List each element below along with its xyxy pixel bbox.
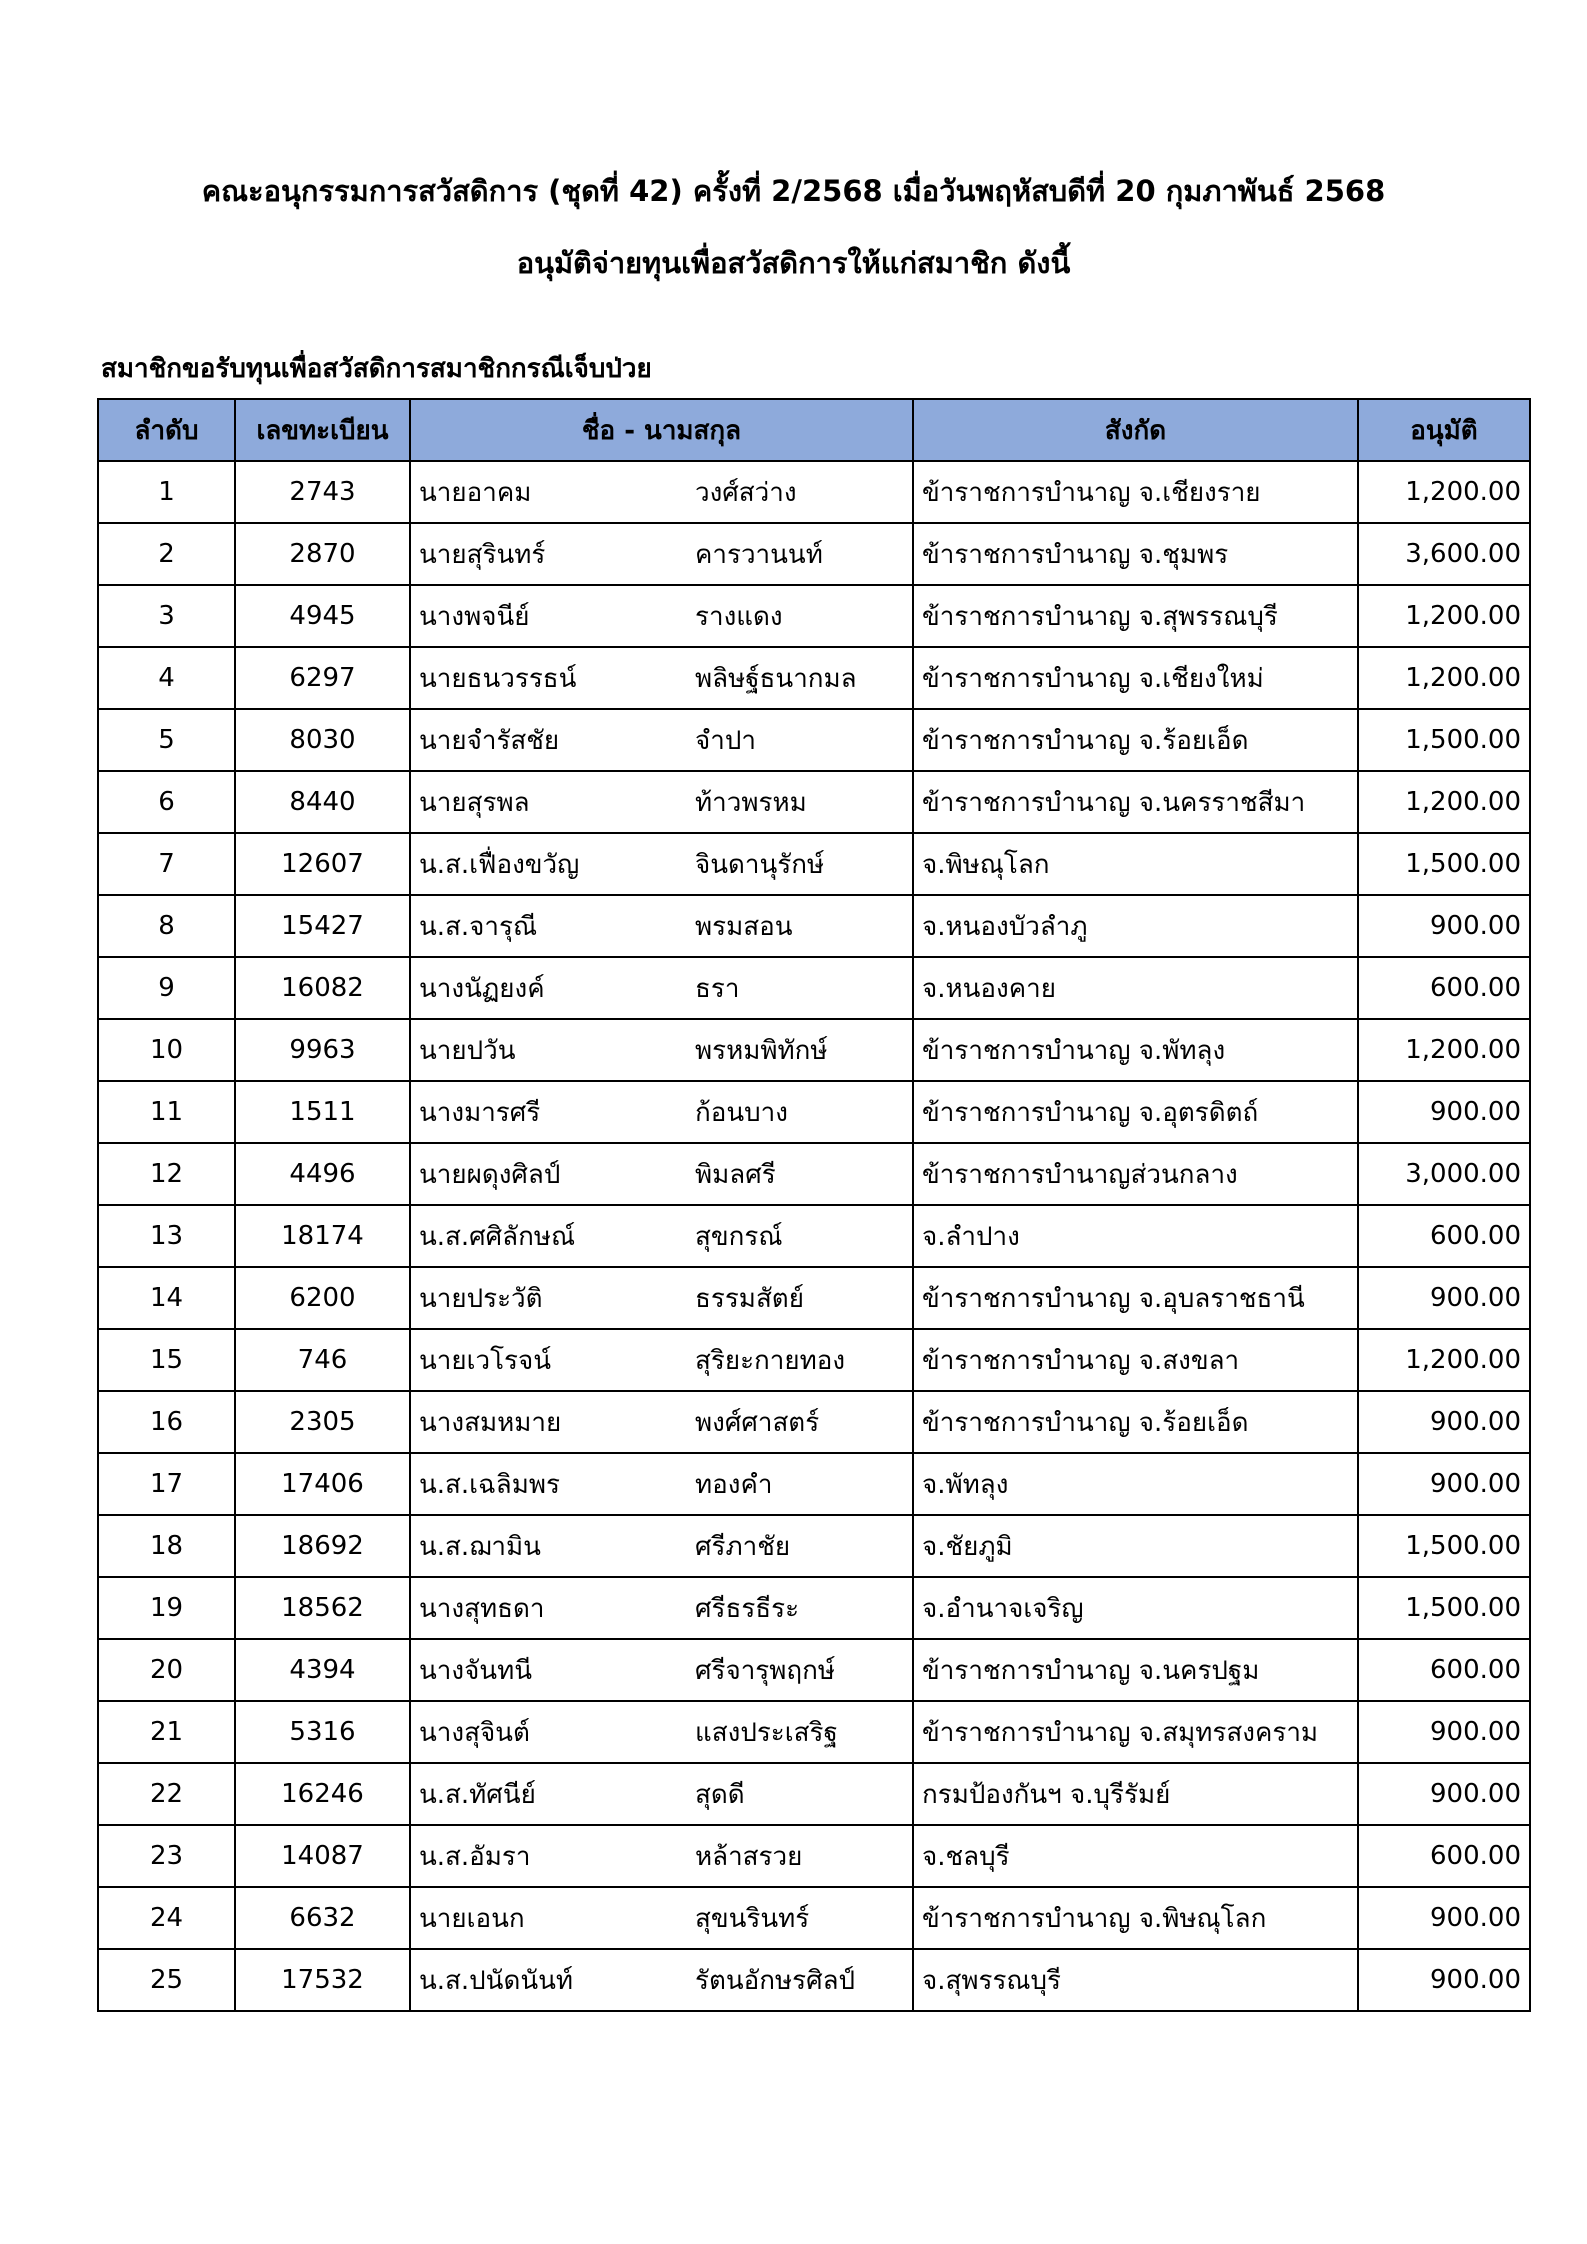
cell-order: 17 — [98, 1453, 235, 1515]
cell-amount: 900.00 — [1358, 1267, 1530, 1329]
table-row — [98, 957, 1530, 1019]
cell-last-name: พรมสอน — [687, 895, 913, 957]
cell-affiliation: ข้าราชการบำนาญ จ.ร้อยเอ็ด — [913, 709, 1358, 771]
table-row — [98, 461, 1530, 523]
cell-amount: 3,600.00 — [1358, 523, 1530, 585]
cell-first-name: น.ส.จารุณี — [410, 895, 687, 957]
cell-reg-no: 4496 — [235, 1143, 410, 1205]
cell-first-name: นางพจนีย์ — [410, 585, 687, 647]
cell-last-name: สุขกรณ์ — [687, 1205, 913, 1267]
cell-amount: 3,000.00 — [1358, 1143, 1530, 1205]
cell-reg-no: 16246 — [235, 1763, 410, 1825]
cell-reg-no: 8440 — [235, 771, 410, 833]
cell-affiliation: ข้าราชการบำนาญ จ.อุตรดิตถ์ — [913, 1081, 1358, 1143]
cell-first-name: นายเอนก — [410, 1887, 687, 1949]
cell-affiliation: จ.ลำปาง — [913, 1205, 1358, 1267]
cell-affiliation: จ.อำนาจเจริญ — [913, 1577, 1358, 1639]
cell-reg-no: 6200 — [235, 1267, 410, 1329]
cell-order: 5 — [98, 709, 235, 771]
header-affiliation: สังกัด — [913, 399, 1358, 461]
cell-reg-no: 4394 — [235, 1639, 410, 1701]
cell-first-name: นายผดุงศิลป์ — [410, 1143, 687, 1205]
cell-first-name: น.ส.ปนัดนันท์ — [410, 1949, 687, 2011]
cell-last-name: วงศ์สว่าง — [687, 461, 913, 523]
cell-last-name: ท้าวพรหม — [687, 771, 913, 833]
cell-last-name: พงศ์ศาสตร์ — [687, 1391, 913, 1453]
cell-order: 8 — [98, 895, 235, 957]
table-row — [98, 585, 1530, 647]
table-row — [98, 833, 1530, 895]
cell-first-name: นายปวัน — [410, 1019, 687, 1081]
cell-first-name: น.ส.ฌามิน — [410, 1515, 687, 1577]
cell-order: 24 — [98, 1887, 235, 1949]
table-row — [98, 1825, 1530, 1887]
cell-reg-no: 746 — [235, 1329, 410, 1391]
table-row — [98, 1267, 1530, 1329]
cell-amount: 1,500.00 — [1358, 1577, 1530, 1639]
cell-reg-no: 15427 — [235, 895, 410, 957]
cell-reg-no: 18692 — [235, 1515, 410, 1577]
cell-first-name: นางมารศรี — [410, 1081, 687, 1143]
cell-first-name: น.ส.ศศิลักษณ์ — [410, 1205, 687, 1267]
cell-reg-no: 17406 — [235, 1453, 410, 1515]
cell-amount: 1,200.00 — [1358, 461, 1530, 523]
cell-affiliation: ข้าราชการบำนาญ จ.เชียงราย — [913, 461, 1358, 523]
cell-reg-no: 4945 — [235, 585, 410, 647]
cell-affiliation: จ.ชลบุรี — [913, 1825, 1358, 1887]
table-row — [98, 1019, 1530, 1081]
cell-last-name: รางแดง — [687, 585, 913, 647]
cell-last-name: ศรีภาชัย — [687, 1515, 913, 1577]
cell-reg-no: 16082 — [235, 957, 410, 1019]
cell-amount: 900.00 — [1358, 1453, 1530, 1515]
cell-amount: 900.00 — [1358, 1701, 1530, 1763]
cell-first-name: น.ส.อัมรา — [410, 1825, 687, 1887]
cell-affiliation: ข้าราชการบำนาญ จ.นครปฐม — [913, 1639, 1358, 1701]
cell-order: 16 — [98, 1391, 235, 1453]
table-row — [98, 1639, 1530, 1701]
cell-order: 11 — [98, 1081, 235, 1143]
cell-amount: 900.00 — [1358, 1391, 1530, 1453]
cell-last-name: หล้าสรวย — [687, 1825, 913, 1887]
cell-order: 20 — [98, 1639, 235, 1701]
table-row — [98, 1391, 1530, 1453]
table-row — [98, 1143, 1530, 1205]
cell-amount: 900.00 — [1358, 1081, 1530, 1143]
cell-order: 1 — [98, 461, 235, 523]
cell-amount: 600.00 — [1358, 1639, 1530, 1701]
document-subtitle: อนุมัติจ่ายทุนเพื่อสวัสดิการให้แก่สมาชิก ดังนี้ — [516, 246, 1071, 280]
cell-first-name: น.ส.ทัศนีย์ — [410, 1763, 687, 1825]
cell-order: 25 — [98, 1949, 235, 2011]
cell-reg-no: 6297 — [235, 647, 410, 709]
table-row — [98, 1887, 1530, 1949]
cell-first-name: นางจันทนี — [410, 1639, 687, 1701]
cell-amount: 1,200.00 — [1358, 1019, 1530, 1081]
cell-last-name: ธรา — [687, 957, 913, 1019]
section-heading: สมาชิกขอรับทุนเพื่อสวัสดิการสมาชิกกรณีเจ็บป่วย — [101, 354, 652, 384]
cell-affiliation: จ.ชัยภูมิ — [913, 1515, 1358, 1577]
cell-reg-no: 9963 — [235, 1019, 410, 1081]
table-row — [98, 1701, 1530, 1763]
document-title: คณะอนุกรรมการสวัสดิการ (ชุดที่ 42) ครั้งที่ 2/2568 เมื่อวันพฤหัสบดีที่ 20 กุมภาพันธ์ 2568 — [201, 174, 1386, 208]
cell-order: 7 — [98, 833, 235, 895]
cell-first-name: นายอาคม — [410, 461, 687, 523]
cell-amount: 600.00 — [1358, 957, 1530, 1019]
cell-affiliation: ข้าราชการบำนาญ จ.ร้อยเอ็ด — [913, 1391, 1358, 1453]
cell-order: 22 — [98, 1763, 235, 1825]
cell-amount: 1,500.00 — [1358, 1515, 1530, 1577]
cell-affiliation: ข้าราชการบำนาญ จ.ชุมพร — [913, 523, 1358, 585]
cell-reg-no: 18174 — [235, 1205, 410, 1267]
cell-first-name: น.ส.เฉลิมพร — [410, 1453, 687, 1515]
cell-amount: 1,200.00 — [1358, 647, 1530, 709]
cell-order: 21 — [98, 1701, 235, 1763]
cell-order: 10 — [98, 1019, 235, 1081]
table-row — [98, 1949, 1530, 2011]
cell-affiliation: ข้าราชการบำนาญ จ.สงขลา — [913, 1329, 1358, 1391]
table-row — [98, 1205, 1530, 1267]
cell-amount: 900.00 — [1358, 1763, 1530, 1825]
table-row — [98, 1453, 1530, 1515]
cell-order: 3 — [98, 585, 235, 647]
table-row — [98, 771, 1530, 833]
cell-amount: 1,500.00 — [1358, 709, 1530, 771]
cell-reg-no: 17532 — [235, 1949, 410, 2011]
cell-reg-no: 12607 — [235, 833, 410, 895]
cell-affiliation: กรมป้องกันฯ จ.บุรีรัมย์ — [913, 1763, 1358, 1825]
cell-last-name: พลิษฐ์ธนากมล — [687, 647, 913, 709]
cell-affiliation: จ.หนองคาย — [913, 957, 1358, 1019]
cell-order: 18 — [98, 1515, 235, 1577]
cell-amount: 1,200.00 — [1358, 1329, 1530, 1391]
cell-last-name: สุริยะกายทอง — [687, 1329, 913, 1391]
cell-last-name: ก้อนบาง — [687, 1081, 913, 1143]
cell-first-name: นางสุจินต์ — [410, 1701, 687, 1763]
cell-first-name: นายจำรัสชัย — [410, 709, 687, 771]
table-row — [98, 523, 1530, 585]
cell-last-name: คารวานนท์ — [687, 523, 913, 585]
cell-last-name: สุขนรินทร์ — [687, 1887, 913, 1949]
cell-amount: 1,200.00 — [1358, 585, 1530, 647]
cell-reg-no: 2743 — [235, 461, 410, 523]
cell-reg-no: 8030 — [235, 709, 410, 771]
cell-order: 2 — [98, 523, 235, 585]
cell-affiliation: จ.พิษณุโลก — [913, 833, 1358, 895]
cell-affiliation: จ.หนองบัวลำภู — [913, 895, 1358, 957]
table-row — [98, 647, 1530, 709]
cell-last-name: จำปา — [687, 709, 913, 771]
header-approved: อนุมัติ — [1358, 399, 1530, 461]
table-row — [98, 1515, 1530, 1577]
cell-order: 12 — [98, 1143, 235, 1205]
table-row — [98, 1081, 1530, 1143]
cell-first-name: นายสุรินทร์ — [410, 523, 687, 585]
cell-last-name: ศรีธรธีระ — [687, 1577, 913, 1639]
cell-first-name: นายสุรพล — [410, 771, 687, 833]
cell-reg-no: 5316 — [235, 1701, 410, 1763]
cell-order: 4 — [98, 647, 235, 709]
cell-reg-no: 18562 — [235, 1577, 410, 1639]
cell-last-name: แสงประเสริฐ — [687, 1701, 913, 1763]
cell-first-name: น.ส.เฟื่องขวัญ — [410, 833, 687, 895]
cell-affiliation: ข้าราชการบำนาญ จ.สมุทรสงคราม — [913, 1701, 1358, 1763]
header-reg-no: เลขทะเบียน — [235, 399, 410, 461]
cell-amount: 1,500.00 — [1358, 833, 1530, 895]
cell-reg-no: 14087 — [235, 1825, 410, 1887]
approval-table — [97, 398, 1531, 2012]
cell-reg-no: 2305 — [235, 1391, 410, 1453]
cell-affiliation: ข้าราชการบำนาญ จ.นครราชสีมา — [913, 771, 1358, 833]
cell-amount: 900.00 — [1358, 1887, 1530, 1949]
cell-affiliation: ข้าราชการบำนาญ จ.สุพรรณบุรี — [913, 585, 1358, 647]
cell-amount: 900.00 — [1358, 1949, 1530, 2011]
cell-last-name: รัตนอักษรศิลป์ — [687, 1949, 913, 2011]
table-header-row — [98, 399, 1530, 461]
cell-amount: 1,200.00 — [1358, 771, 1530, 833]
cell-last-name: พิมลศรี — [687, 1143, 913, 1205]
cell-affiliation: ข้าราชการบำนาญ จ.พัทลุง — [913, 1019, 1358, 1081]
cell-last-name: พรหมพิทักษ์ — [687, 1019, 913, 1081]
cell-last-name: จินดานุรักษ์ — [687, 833, 913, 895]
cell-first-name: นางสุทธดา — [410, 1577, 687, 1639]
cell-order: 6 — [98, 771, 235, 833]
table-row — [98, 1763, 1530, 1825]
cell-order: 15 — [98, 1329, 235, 1391]
cell-first-name: นางสมหมาย — [410, 1391, 687, 1453]
cell-reg-no: 2870 — [235, 523, 410, 585]
cell-affiliation: ข้าราชการบำนาญส่วนกลาง — [913, 1143, 1358, 1205]
cell-first-name: นายประวัติ — [410, 1267, 687, 1329]
cell-order: 14 — [98, 1267, 235, 1329]
cell-order: 23 — [98, 1825, 235, 1887]
cell-order: 19 — [98, 1577, 235, 1639]
cell-last-name: สุดดี — [687, 1763, 913, 1825]
table-row — [98, 1577, 1530, 1639]
cell-order: 13 — [98, 1205, 235, 1267]
cell-affiliation: จ.พัทลุง — [913, 1453, 1358, 1515]
table-row — [98, 709, 1530, 771]
cell-amount: 900.00 — [1358, 895, 1530, 957]
cell-order: 9 — [98, 957, 235, 1019]
cell-last-name: ทองคำ — [687, 1453, 913, 1515]
cell-affiliation: ข้าราชการบำนาญ จ.อุบลราชธานี — [913, 1267, 1358, 1329]
cell-last-name: ธรรมสัตย์ — [687, 1267, 913, 1329]
cell-last-name: ศรีจารุพฤกษ์ — [687, 1639, 913, 1701]
cell-reg-no: 6632 — [235, 1887, 410, 1949]
cell-affiliation: ข้าราชการบำนาญ จ.เชียงใหม่ — [913, 647, 1358, 709]
cell-amount: 600.00 — [1358, 1205, 1530, 1267]
table-row — [98, 1329, 1530, 1391]
header-order: ลำดับ — [98, 399, 235, 461]
cell-affiliation: ข้าราชการบำนาญ จ.พิษณุโลก — [913, 1887, 1358, 1949]
cell-reg-no: 1511 — [235, 1081, 410, 1143]
table-row — [98, 895, 1530, 957]
cell-affiliation: จ.สุพรรณบุรี — [913, 1949, 1358, 2011]
cell-amount: 600.00 — [1358, 1825, 1530, 1887]
header-name: ชื่อ - นามสกุล — [410, 399, 913, 461]
cell-first-name: นายธนวรรธน์ — [410, 647, 687, 709]
cell-first-name: นางนัฏยงค์ — [410, 957, 687, 1019]
cell-first-name: นายเวโรจน์ — [410, 1329, 687, 1391]
